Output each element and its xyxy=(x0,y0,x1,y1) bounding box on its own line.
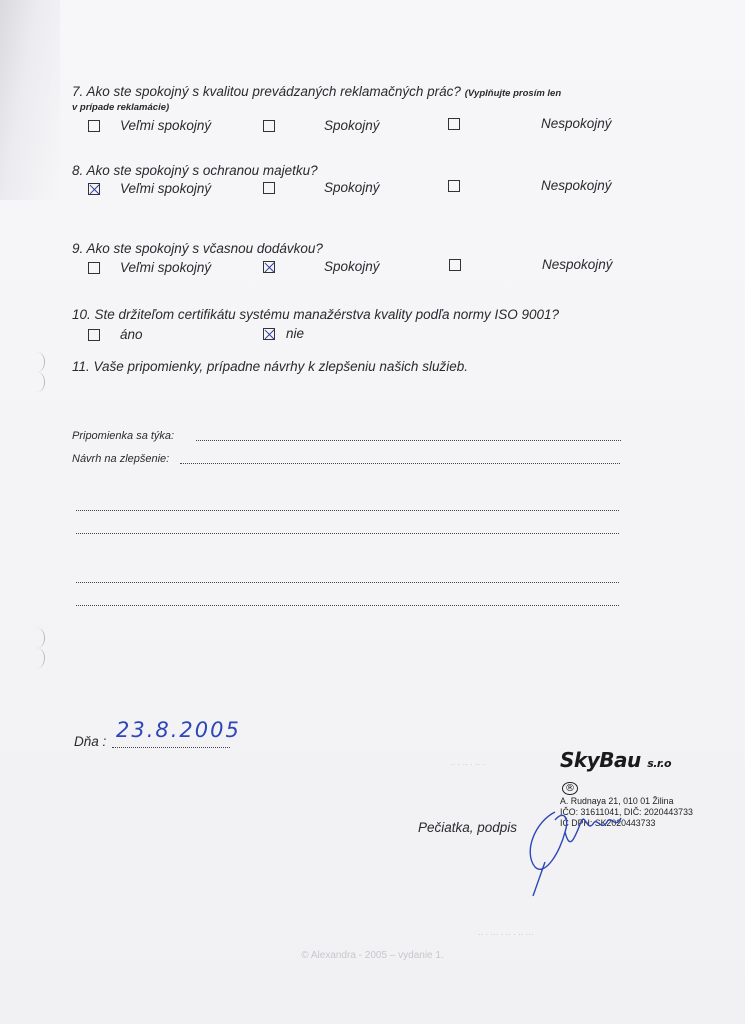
stamp-logo-suffix: s.r.o xyxy=(647,757,672,770)
remark-line[interactable] xyxy=(196,440,621,441)
stamp-logo xyxy=(560,748,680,796)
q7-satisfied-checkbox[interactable] xyxy=(263,120,275,132)
punch-hole xyxy=(30,372,45,392)
answer-line[interactable] xyxy=(76,582,619,583)
stamp-signature-label: Pečiatka, podpis xyxy=(418,820,518,835)
q10-no-label: nie xyxy=(286,326,305,341)
footer-copyright: © Alexandra - 2005 – vydanie 1. xyxy=(301,950,444,961)
remark-label: Pripomienka sa týka: xyxy=(72,430,175,442)
answer-line[interactable] xyxy=(76,533,619,534)
question-7 xyxy=(72,84,561,102)
q7-very-satisfied-checkbox[interactable] xyxy=(88,120,100,132)
q8-dissatisfied-label: Nespokojný xyxy=(541,178,612,193)
q8-very-satisfied-checkbox[interactable] xyxy=(88,183,100,195)
date-line[interactable] xyxy=(112,747,230,748)
question-7-text: 7. Ako ste spokojný s kvalitou prevádzaných reklamačných prác? xyxy=(72,84,461,99)
q9-dissatisfied-checkbox[interactable] xyxy=(449,259,461,271)
q8-satisfied-label: Spokojný xyxy=(324,180,380,195)
q9-satisfied-label: Spokojný xyxy=(324,259,380,274)
q10-no-checkbox[interactable] xyxy=(263,328,275,340)
punch-hole xyxy=(30,628,45,648)
q8-satisfied-checkbox[interactable] xyxy=(263,182,275,194)
q7-dissatisfied-checkbox[interactable] xyxy=(448,118,460,130)
question-10: 10. Ste držiteľom certifikátu systému manažérstva kvality podľa normy ISO 9001? xyxy=(72,307,560,322)
stamp-logo-text: SkyBau xyxy=(560,748,641,772)
proposal-label: Návrh na zlepšenie: xyxy=(72,453,170,465)
paper-fold-shadow xyxy=(0,0,60,200)
punch-hole xyxy=(30,648,45,668)
q7-dissatisfied-label: Nespokojný xyxy=(541,116,612,131)
q9-satisfied-checkbox[interactable] xyxy=(263,261,275,273)
date-label: Dňa : xyxy=(74,734,107,749)
signature xyxy=(515,792,635,902)
handwritten-date: 23.8.2005 xyxy=(116,718,241,742)
q9-very-satisfied-checkbox[interactable] xyxy=(88,262,100,274)
q8-dissatisfied-checkbox[interactable] xyxy=(448,180,460,192)
q8-very-satisfied-label: Veľmi spokojný xyxy=(120,181,212,196)
question-7-note: (Vyplňujte prosím len xyxy=(464,88,562,99)
q7-satisfied-label: Spokojný xyxy=(324,118,380,133)
registered-icon: ® xyxy=(562,782,578,795)
stamp-address: A. Rudnaya 21, 010 01 Žilina xyxy=(560,796,674,806)
question-11: 11. Vaše pripomienky, prípadne návrhy k zlepšeniu našich služieb. xyxy=(72,359,468,374)
faint-mark: ·· · ··· · ·· · ·· ··· xyxy=(478,930,534,939)
stamp-vat: IČ DPH: SK2020443733 xyxy=(560,818,656,828)
question-9: 9. Ako ste spokojný s včasnou dodávkou? xyxy=(72,241,323,256)
faint-mark: ·· · ·· · ·· · xyxy=(450,760,486,769)
q9-very-satisfied-label: Veľmi spokojný xyxy=(120,260,212,275)
q7-very-satisfied-label: Veľmi spokojný xyxy=(120,118,212,133)
q10-yes-label: áno xyxy=(120,327,143,342)
question-7-note-continued: v prípade reklamácie) xyxy=(72,102,170,113)
question-8: 8. Ako ste spokojný s ochranou majetku? xyxy=(72,163,318,178)
q9-dissatisfied-label: Nespokojný xyxy=(542,257,613,272)
q10-yes-checkbox[interactable] xyxy=(88,329,100,341)
answer-line[interactable] xyxy=(76,605,619,606)
stamp-ids: IČO: 31611041, DIČ: 2020443733 xyxy=(560,807,693,817)
punch-hole xyxy=(30,352,45,372)
answer-line[interactable] xyxy=(76,510,619,511)
proposal-line[interactable] xyxy=(180,463,620,464)
